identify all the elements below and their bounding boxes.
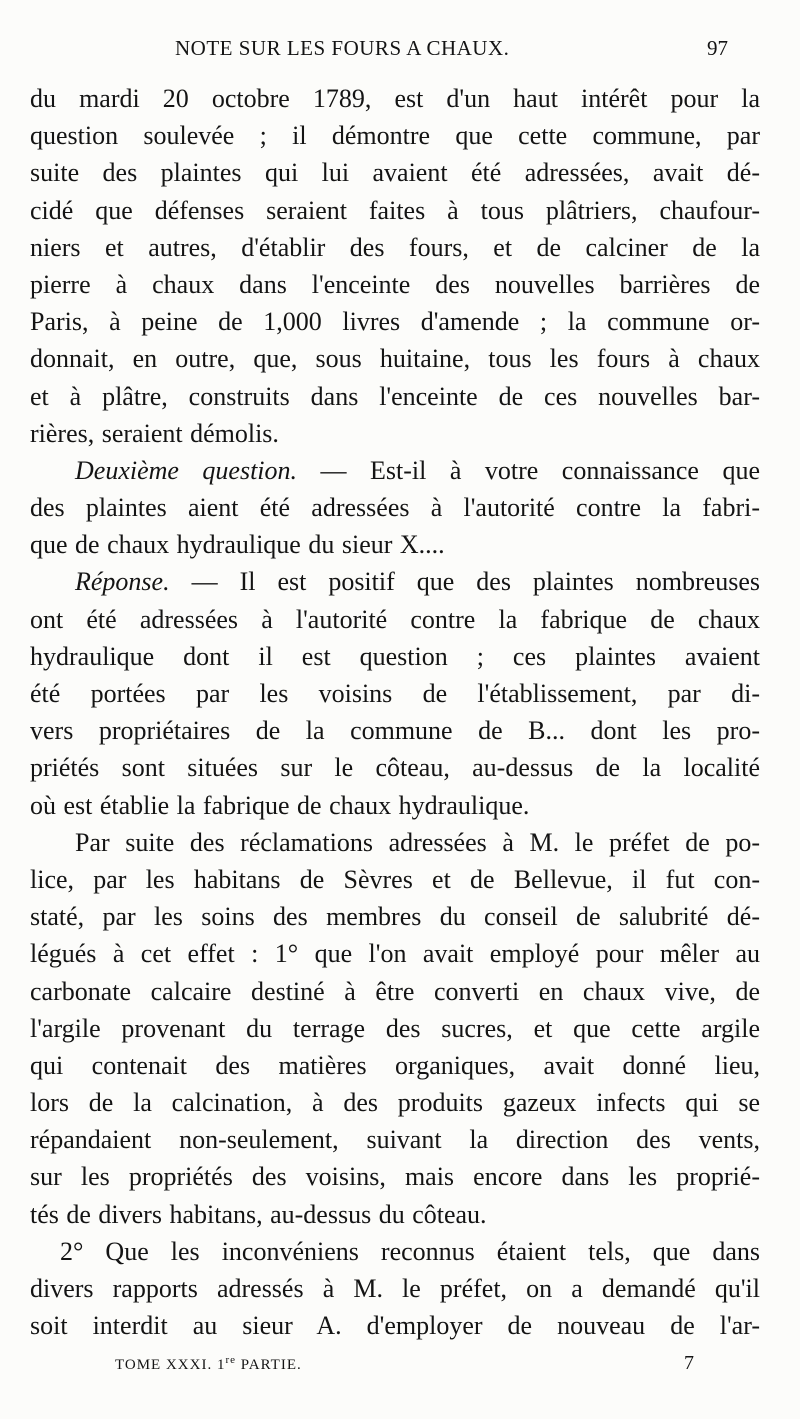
text-line: rières, seraient démolis.	[30, 418, 279, 448]
page-number: 97	[707, 36, 728, 60]
text-line: l'argile provenant du terrage des sucres, et que cette argile	[30, 1013, 760, 1043]
text-line: sur les propriétés des voisins, mais encore dans les proprié-	[30, 1162, 760, 1192]
text-line-question	[30, 452, 760, 489]
text-line: ont été adressées à l'autorité contre la fabrique de chaux	[30, 604, 760, 634]
question-text: — Est-il à votre connaissance que	[297, 455, 760, 485]
text-line: qui contenait des matières organiques, avait donné lieu,	[30, 1050, 760, 1080]
footer	[0, 1354, 800, 1384]
text-line: vers propriétaires de la commune de B... dont les pro-	[30, 716, 760, 746]
text-line: suite des plaintes qui lui avaient été adressées, avait dé-	[30, 158, 760, 188]
text-line: Par suite des réclamations adressées à M. le préfet de po-	[75, 827, 760, 857]
text-line: lice, par les habitans de Sèvres et de Bellevue, il fut con-	[30, 864, 760, 894]
text-line: divers rapports adressés à M. le préfet, on a demandé qu'il	[30, 1274, 760, 1303]
text-line: été portées par les voisins de l'établissement, par di-	[30, 679, 760, 708]
text-line: hydraulique dont il est question ; ces plaintes avaient	[30, 641, 760, 671]
text-line: Paris, à peine de 1,000 livres d'amende ; la commune or-	[30, 307, 760, 337]
text-line: priétés sont situées sur le côteau, au-dessus de la localité	[30, 753, 760, 783]
signature-volume: TOME XXXI. 1	[115, 1357, 226, 1373]
body-text	[30, 80, 760, 1344]
text-line: du mardi 20 octobre 1789, est d'un haut intérêt pour la	[30, 84, 760, 113]
signature-mark	[115, 1354, 302, 1374]
signature-superscript: re	[225, 1354, 237, 1366]
text-line: tés de divers habitans, au-dessus du côteau.	[30, 1199, 487, 1229]
answer-label: Réponse.	[75, 567, 170, 597]
text-line: staté, par les soins des membres du conseil de salubrité dé-	[30, 902, 760, 932]
text-line: pierre à chaux dans l'enceinte des nouvelles barrières de	[30, 269, 760, 299]
text-line-answer	[30, 563, 760, 600]
answer-text: — Il est positif que des plaintes nombreuses	[169, 567, 760, 597]
text-line: répandaient non-seulement, suivant la direction des vents,	[30, 1125, 760, 1155]
text-line: carbonate calcaire destiné à être converti en chaux vive, de	[30, 976, 760, 1006]
text-line: où est établie la fabrique de chaux hydraulique.	[30, 790, 530, 820]
text-line: légués à cet effet : 1° que l'on avait employé pour mêler au	[30, 939, 760, 969]
text-line: 2° Que les inconvéniens reconnus étaient tels, que dans	[60, 1236, 760, 1266]
question-label: Deuxième question.	[75, 455, 298, 485]
signature-number: 7	[684, 1352, 694, 1374]
text-line: niers et autres, d'établir des fours, et de calciner de la	[30, 232, 760, 262]
text-line: soit interdit au sieur A. d'employer de nouveau de l'ar-	[30, 1311, 760, 1341]
text-line: donnait, en outre, que, sous huitaine, tous les fours à chaux	[30, 344, 760, 374]
text-line: et à plâtre, construits dans l'enceinte de ces nouvelles bar-	[30, 381, 760, 411]
signature-part: PARTIE.	[236, 1357, 302, 1373]
running-title: NOTE SUR LES FOURS A CHAUX.	[175, 36, 510, 60]
text-line: cidé que défenses seraient faites à tous plâtriers, chaufour-	[30, 195, 760, 225]
running-head	[0, 36, 800, 66]
text-line: lors de la calcination, à des produits gazeux infects qui se	[30, 1088, 760, 1118]
text-line: des plaintes aient été adressées à l'autorité contre la fabri-	[30, 493, 760, 523]
text-line: question soulevée ; il démontre que cette commune, par	[30, 121, 760, 151]
text-line: que de chaux hydraulique du sieur X....	[30, 530, 445, 560]
